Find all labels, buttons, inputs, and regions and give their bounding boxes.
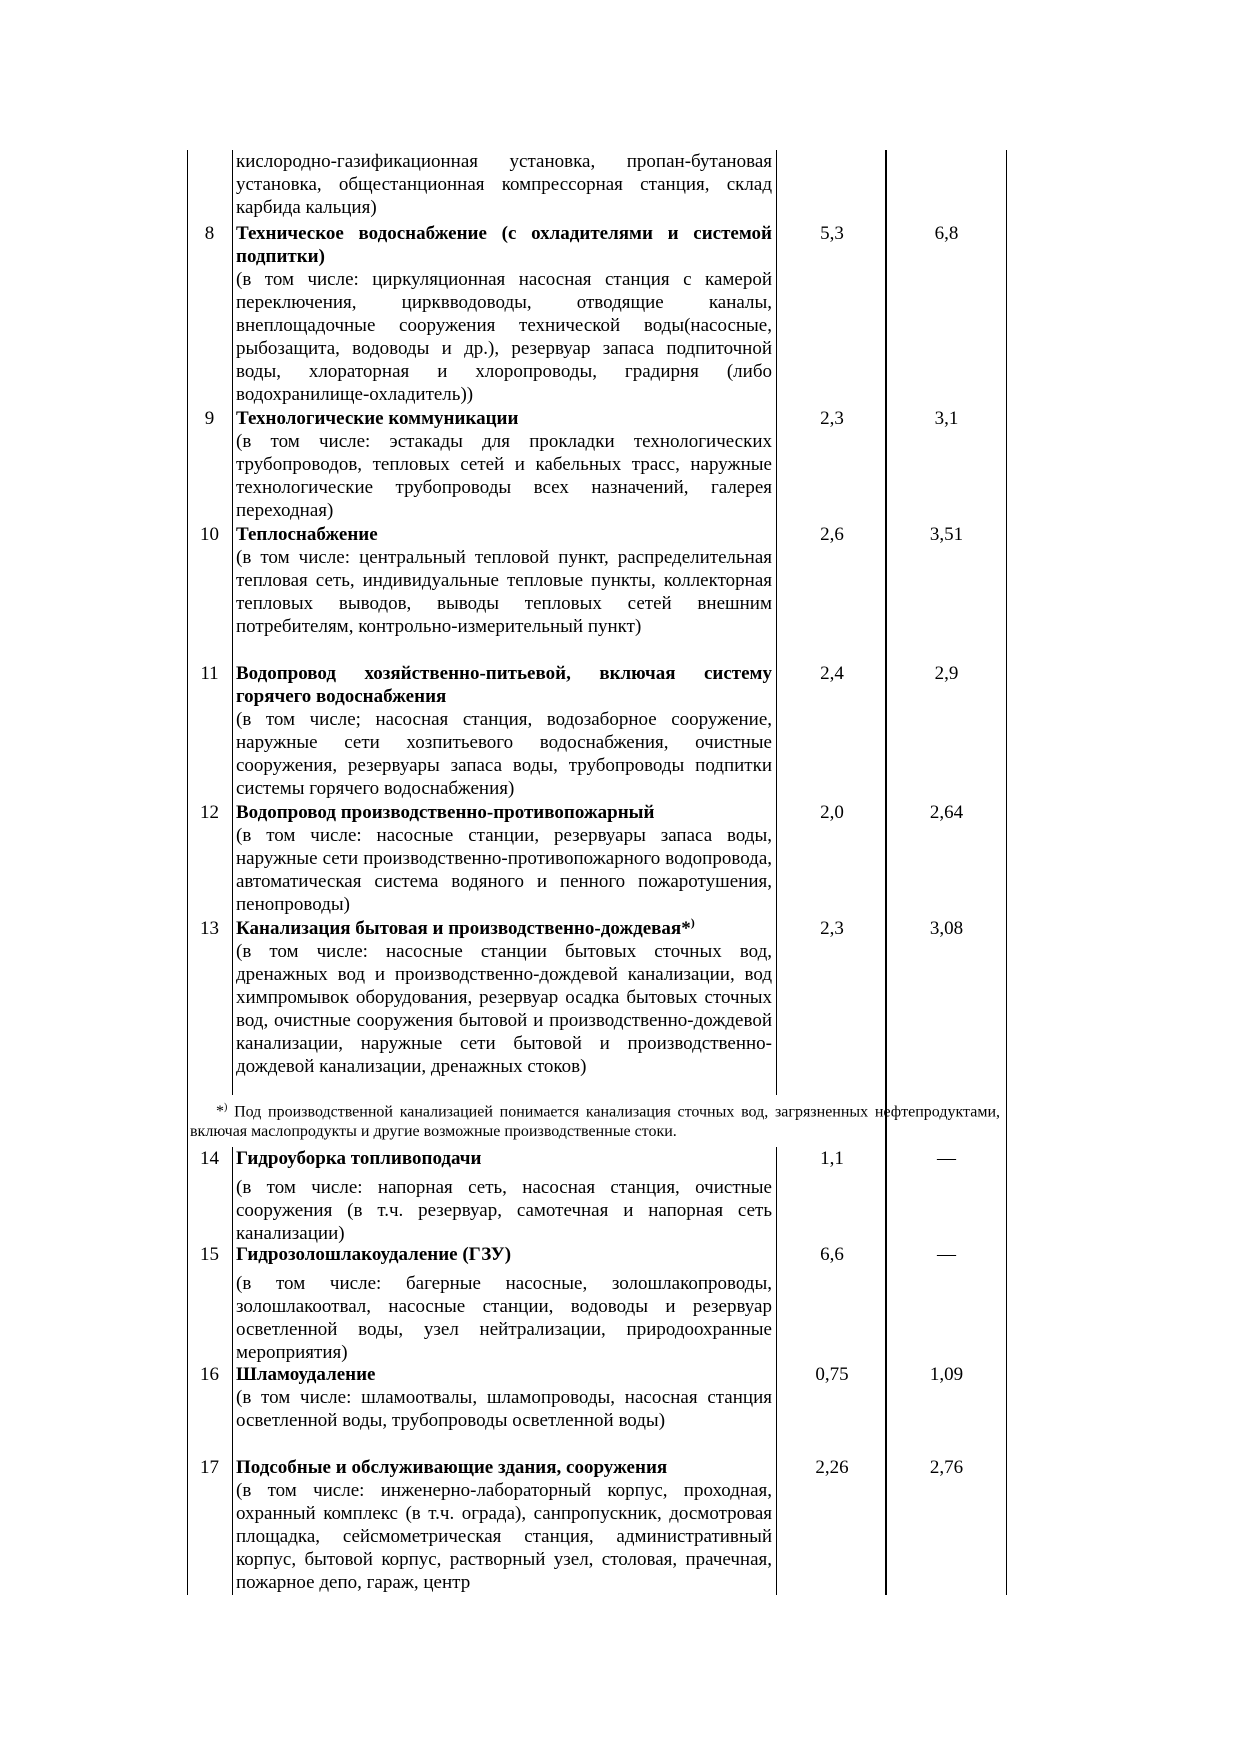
value-1: 2,26: [815, 1457, 849, 1478]
value-1: 2,3: [820, 918, 844, 939]
table-divider-desc: [776, 1147, 777, 1595]
row-number: 17: [200, 1457, 219, 1478]
value-1: 2,6: [820, 524, 844, 545]
value-1: 2,0: [820, 802, 844, 823]
row-title: [236, 917, 772, 940]
table-row: [236, 917, 772, 1078]
value-2: 2,9: [934, 663, 959, 684]
row-title: Подсобные и обслуживающие здания, сооружения: [236, 1457, 668, 1478]
row-title-text: Канализация бытовая и производственно-дождевая*: [236, 918, 691, 939]
table-row: [236, 523, 772, 638]
row-body: (в том числе: насосные станции бытовых сточных вод, дренажных вод и производственно-дождевой канализации, вод химпромывок оборудования, резервуар осадка бытовых сточных вод, очистные сооружения бытовой и производственно-дождевой канализации, наружные сети бытовой и производственно-дождевой канализации, дренажных стоков): [236, 941, 772, 1077]
row-body: (в том числе: шламоотвалы, шламопроводы, насосная станция осветленной воды, трубопроводы осветленной воды): [236, 1387, 772, 1431]
value-2: 3,08: [929, 918, 964, 939]
table-row: [236, 801, 772, 916]
row-number: 14: [200, 1148, 219, 1169]
table-divider-v1: [885, 150, 887, 1595]
row-title: Технологические коммуникации: [236, 408, 519, 429]
value-2: 3,51: [929, 524, 964, 545]
value-2: 2,64: [929, 802, 964, 823]
row-number: 8: [204, 223, 215, 244]
value-1: 0,75: [815, 1364, 849, 1385]
footnote-mark: *: [216, 1103, 224, 1121]
row-title: Гидроуборка топливоподачи: [236, 1148, 482, 1169]
row-number: 15: [200, 1244, 219, 1265]
row-body: (в том числе; насосная станция, водозаборное сооружение, наружные сети хозпитьевого водоснабжения, очистные сооружения, резервуары запаса воды, трубопроводы подпитки системы горячего водоснабжения): [236, 709, 772, 799]
footnote-mark-sup: ): [224, 1102, 228, 1113]
table-row: [236, 662, 772, 800]
row-number: 13: [200, 918, 219, 939]
row-number: 11: [200, 663, 219, 684]
footnote: [190, 1098, 1000, 1142]
value-2: 3,1: [934, 408, 959, 429]
row-title: Теплоснабжение: [236, 524, 378, 545]
value-1: 2,3: [820, 408, 844, 429]
row-title: Шламоудаление: [236, 1364, 376, 1385]
footnote-mark: ): [690, 915, 695, 930]
continuation-text: кислородно-газификационная установка, пропан-бутановая установка, общестанционная компрессорная станция, склад карбида кальция): [236, 151, 772, 218]
table-row: [236, 1363, 772, 1432]
table-row: [236, 407, 772, 522]
table-row: [236, 222, 772, 406]
row-body: (в том числе: циркуляционная насосная станция с камерой переключения, цирквводоводы, отводящие каналы, внеплощадочные сооружения технической воды(насосные, рыбозащита, водоводы и др.), резервуар запаса подпиточной воды, хлораторная и хлоропроводы, градирня (либо водохранилище-охладитель)): [236, 269, 772, 405]
value-2: 1,09: [929, 1364, 964, 1385]
row-title: Техническое водоснабжение (с охладителями и системой подпитки): [236, 223, 772, 267]
value-1: 2,4: [820, 663, 844, 684]
value-1: 6,6: [820, 1244, 844, 1265]
table-row: [236, 1147, 772, 1245]
row-title: Водопровод хозяйственно-питьевой, включая систему горячего водоснабжения: [236, 663, 772, 707]
row-body: (в том числе: центральный тепловой пункт, распределительная тепловая сеть, индивидуальные тепловые пункты, коллекторная тепловых выводов, выводы тепловых сетей внешним потребителям, контрольно-измерительный пункт): [236, 547, 772, 637]
footnote-text: Под производственной канализацией понимается канализация сточных вод, загрязненных нефтепродуктами, включая маслопродукты и другие возможные производственные стоки.: [190, 1103, 1000, 1141]
table-divider-num: [232, 150, 233, 1095]
row-body: (в том числе: багерные насосные, золошлакопроводы, золошлакоотвал, насосные станции, водоводы и резервуар осветленной воды, узел нейтрализации, природоохранные мероприятия): [236, 1273, 772, 1363]
row-body: (в том числе: эстакады для прокладки технологических трубопроводов, тепловых сетей и кабельных трасс, наружные технологические трубопроводы всех назначений, галерея переходная): [236, 431, 772, 521]
value-2: —: [937, 1244, 956, 1265]
row-title: Водопровод производственно-противопожарный: [236, 802, 655, 823]
row-body: (в том числе: напорная сеть, насосная станция, очистные сооружения (в т.ч. резервуар, самотечная и напорная сеть канализации): [236, 1177, 772, 1244]
row-number: 10: [200, 524, 219, 545]
row-body: (в том числе: инженерно-лабораторный корпус, проходная, охранный комплекс (в т.ч. ограда), санпропускник, досмотровая площадка, сейсмометрическая станция, административный корпус, бытовой корпус, растворный узел, столовая, прачечная, пожарное депо, гараж, центр: [236, 1480, 772, 1593]
row-number: 9: [204, 408, 215, 429]
table-row: [236, 1456, 772, 1594]
row-number: 16: [200, 1364, 219, 1385]
table-border-right: [1006, 150, 1007, 1595]
value-1: 1,1: [820, 1148, 844, 1169]
value-2: 2,76: [929, 1457, 964, 1478]
row-number: 12: [200, 802, 219, 823]
table-row: [236, 1243, 772, 1364]
table-divider-num: [232, 1147, 233, 1595]
row-body: (в том числе: насосные станции, резервуары запаса воды, наружные сети производственно-противопожарного водопровода, автоматическая система водяного и пенного пожаротушения, пенопроводы): [236, 825, 772, 915]
value-1: 5,3: [820, 223, 844, 244]
table-divider-desc: [776, 150, 777, 1095]
value-2: —: [937, 1148, 956, 1169]
row-title: Гидрозолошлакоудаление (ГЗУ): [236, 1244, 512, 1265]
value-2: 6,8: [934, 223, 959, 244]
